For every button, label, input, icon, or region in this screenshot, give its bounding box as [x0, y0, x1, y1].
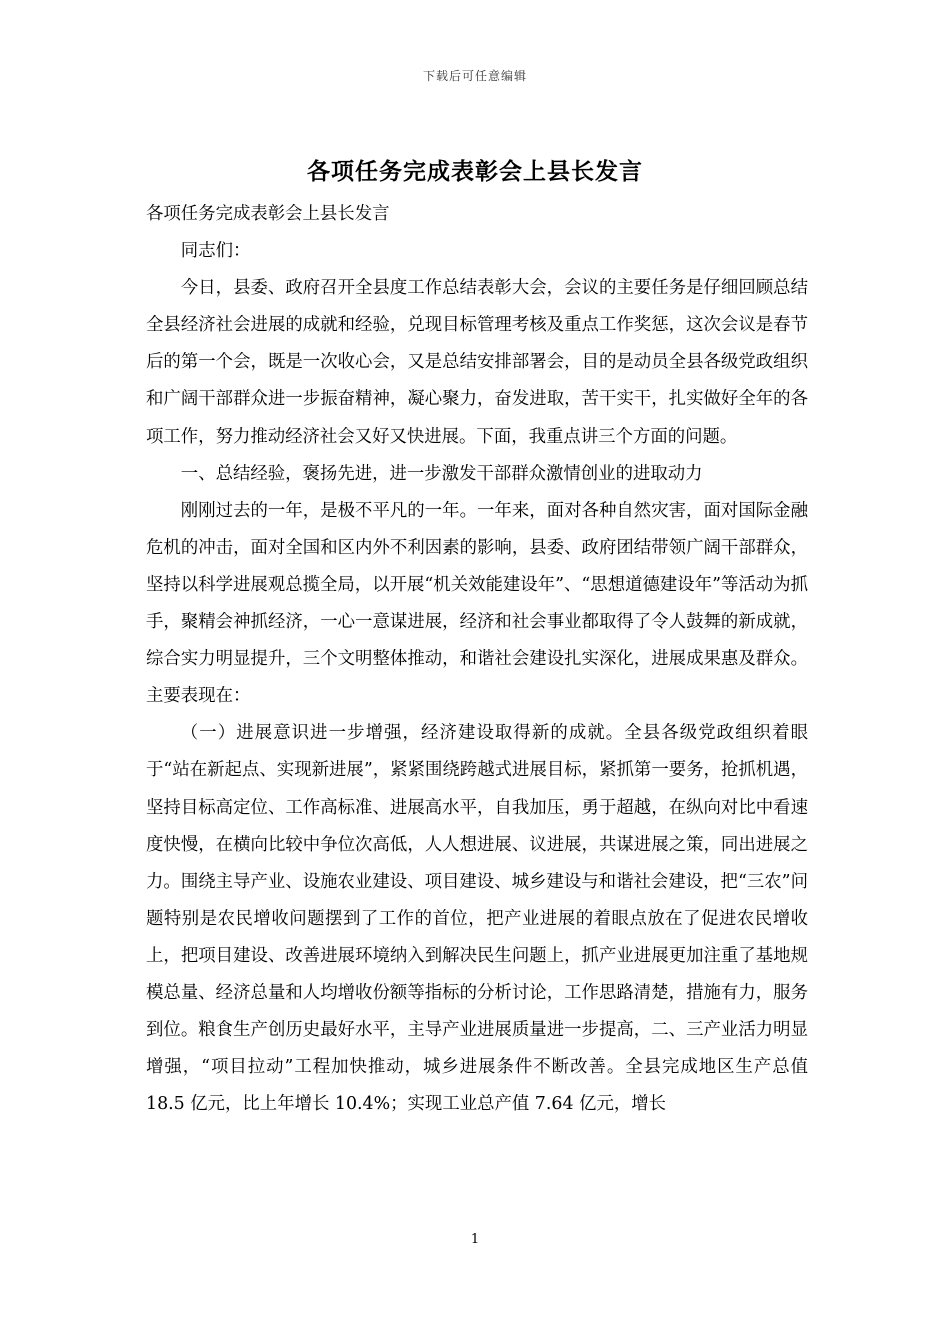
section-heading-1: 一、总结经验，褒扬先进，进一步激发干部群众激情创业的进取动力: [180, 463, 703, 484]
paragraph-intro: 今日，县委、政府召开全县度工作总结表彰大会，会议的主要任务是仔细回顾总结全县经济社会进展的成就和经验，兑现目标管理考核及重点工作奖惩，这次会议是春节后的第一个会，既是一次收心会，又是总结安排部署会，目的是动员全县各级党政组织和广阔干部群众进一步振奋精神，凝心聚力，奋发进取，苦干实干，扎实做好全年的各项工作，努力推动经济社会又好又快进展。下面，我重点讲三个方面的问题。: [146, 278, 808, 447]
paragraph-subsection-1: （一）进展意识进一步增强，经济建设取得新的成就。全县各级党政组织着眼于“站在新起点、实现新进展”，紧紧围绕跨越式进展目标，紧抓第一要务，抢抓机遇，坚持目标高定位、工作高标准、进展高水平，自我加压，勇于超越，在纵向对比中看速度快慢，在横向比较中争位次高低，人人想进展、议进展，共谋进展之策，同出进展之力。围绕主导产业、设施农业建设、项目建设、城乡建设与和谐社会建设，把“三农”问题特别是农民增收问题摆到了工作的首位，把产业进展的着眼点放在了促进农民增收上，把项目建设、改善进展环境纳入到解决民生问题上，抓产业进展更加注重了基地规模总量、经济总量和人均增收份额等指标的分析讨论，工作思路清楚，措施有力，服务到位。粮食生产创历史最好水平，主导产业进展质量进一步提高，二、三产业活力明显增强，“项目拉动”工程加快推动，城乡进展条件不断改善。全县完成地区生产总值 18.5 亿元，比上年增长 10.4%；实现工业总产值 7.64 亿元，增长: [146, 723, 808, 1115]
salutation: 同志们：: [180, 241, 251, 262]
header-note: 下载后可任意编辑: [422, 69, 527, 83]
paragraph-review: 刚刚过去的一年，是极不平凡的一年。一年来，面对各种自然灾害，面对国际金融危机的冲击，面对全国和区内外不利因素的影响，县委、政府团结带领广阔干部群众，坚持以科学进展观总揽全局，以开展“机关效能建设年”、“思想道德建设年”等活动为抓手，聚精会神抓经济，一心一意谋进展，经济和社会事业都取得了令人鼓舞的新成就，综合实力明显提升，三个文明整体推动，和谐社会建设扎实深化，进展成果惠及群众。主要表现在：: [146, 500, 808, 707]
subtitle-line: 各项任务完成表彰会上县长发言: [146, 204, 390, 224]
page-number: 1: [470, 1232, 480, 1247]
document-body: [146, 196, 808, 1123]
document-title: 各项任务完成表彰会上县长发言: [307, 158, 643, 185]
